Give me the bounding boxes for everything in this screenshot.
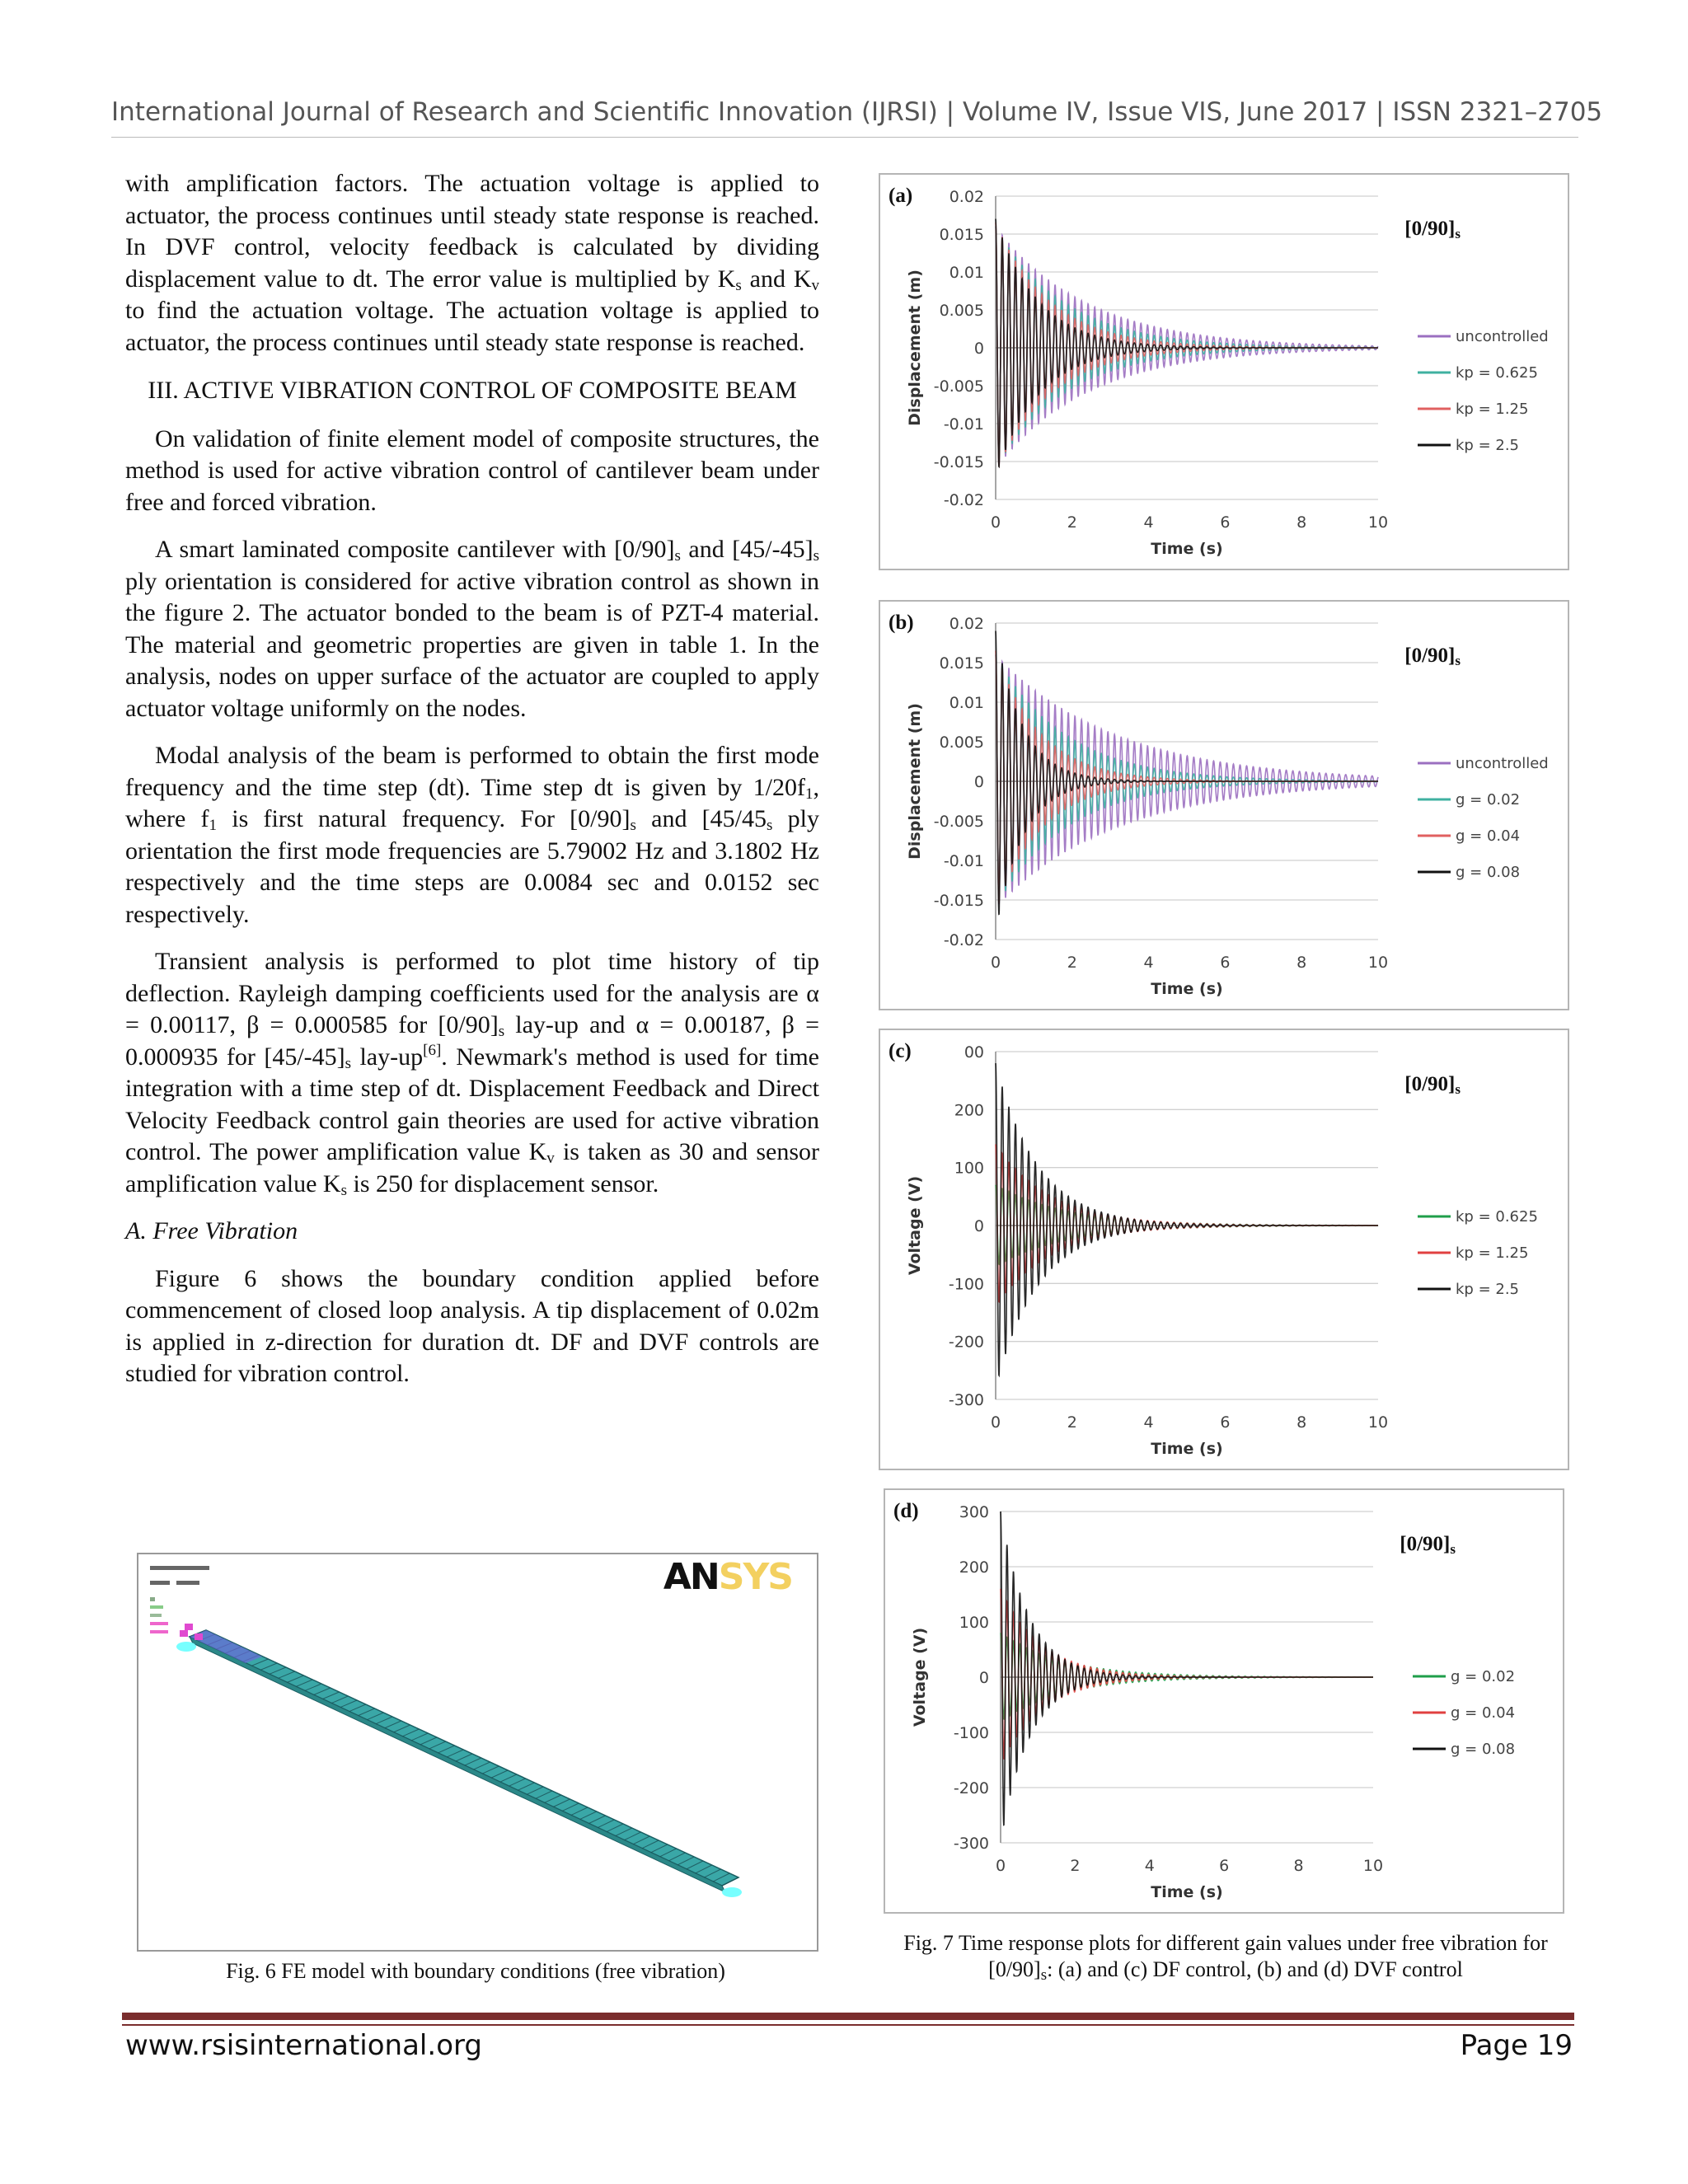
panel-letter: (a) [889, 185, 913, 207]
y-tick-label: 0.01 [949, 694, 984, 712]
subscript: s [1455, 1081, 1461, 1097]
y-axis-label: Voltage (V) [906, 1175, 924, 1276]
x-tick-label: 2 [1067, 513, 1077, 532]
legend-label: g = 0.02 [1456, 791, 1521, 808]
text: lay-up [351, 1043, 424, 1071]
text: is 250 for displacement sensor. [346, 1169, 659, 1197]
y-tick-label: -0.015 [933, 453, 984, 471]
legend-label: kp = 2.5 [1456, 1281, 1520, 1298]
fe-model-figure [137, 1553, 818, 1952]
text: . Newmark's method is used for time integration with a time step of dt. Displacement Feedback and Direct Velocity Feedback control gain theories are used for active vibration control. The power amplification value K [125, 1043, 819, 1165]
chart-panel-d [884, 1488, 1564, 1914]
x-tick-label: 10 [1367, 1413, 1389, 1432]
section-title: III. ACTIVE VIBRATION CONTROL OF COMPOSITE BEAM [148, 377, 797, 404]
text: [0/90] [1404, 218, 1456, 240]
y-tick-label: -300 [948, 1391, 984, 1409]
subscript: s [767, 817, 773, 834]
x-tick-label: 6 [1220, 1413, 1231, 1432]
text: : (a) and (c) DF control, (b) and (d) DVF control [1047, 1957, 1463, 1981]
text: ply orientation is considered for active vibration control as shown in the figure 2. The actuator bonded to the beam is of PZT-4 material. The material and geometric properties are given in table 1. In the analysis, nodes on upper surface of the actuator are coupled to apply actuator voltage uniformly on the nodes. [125, 567, 819, 722]
y-tick-label: 100 [959, 1614, 989, 1632]
subscript: s [1450, 1541, 1456, 1557]
text: [0/90] [1404, 644, 1456, 667]
panel-letter: (c) [889, 1040, 912, 1062]
text: and [45/-45] [680, 536, 814, 563]
y-axis-label: Voltage (V) [911, 1627, 929, 1727]
y-tick-label: 0.01 [949, 264, 984, 282]
y-tick-label: 0 [973, 773, 984, 791]
y-tick-label: 0 [978, 1669, 989, 1687]
footer-url: www.rsisinternational.org [125, 2029, 482, 2062]
x-axis-label: Time (s) [1151, 540, 1223, 558]
x-tick-label: 6 [1220, 513, 1231, 532]
x-tick-label: 0 [995, 1857, 1006, 1875]
subscript: v [546, 1150, 555, 1167]
paragraph-1 [125, 168, 819, 359]
y-tick-label: -200 [948, 1333, 984, 1352]
subscript: 1 [209, 817, 218, 834]
x-tick-label: 2 [1067, 1413, 1077, 1432]
y-tick-label: -100 [948, 1275, 984, 1294]
y-tick-label: 100 [954, 1159, 984, 1178]
citation: [6] [423, 1041, 442, 1059]
text: with amplification factors. The actuation voltage is applied to actuator, the process continues until steady state response is reached. In DVF control, velocity feedback is calculated by dividing displacement value to dt. The error value is multiplied by K [125, 170, 819, 293]
ply-orientation-label [1404, 218, 1461, 241]
x-tick-label: 4 [1144, 1857, 1155, 1875]
subscript: s [340, 1181, 347, 1199]
x-tick-label: 0 [990, 1413, 1001, 1432]
x-tick-label: 6 [1220, 954, 1231, 972]
text: , where f [125, 773, 819, 832]
legend-label: g = 0.08 [1456, 864, 1521, 881]
subscript: s [1455, 226, 1461, 241]
x-tick-label: 10 [1362, 1857, 1384, 1875]
y-tick-label: 0.02 [949, 188, 984, 206]
y-tick-label: -100 [953, 1724, 989, 1742]
x-tick-label: 6 [1219, 1857, 1230, 1875]
x-tick-label: 8 [1293, 1857, 1304, 1875]
legend-label: uncontrolled [1456, 328, 1549, 345]
chart-panel-b [879, 600, 1569, 1010]
subscript: s [345, 1054, 352, 1072]
text: lay-up and α = 0.00187, β = 0.000935 for [45/-45] [125, 1011, 819, 1071]
y-tick-label: 00 [964, 1043, 984, 1062]
y-axis-label: Displacement (m) [906, 269, 924, 426]
x-tick-label: 10 [1367, 954, 1389, 972]
y-tick-label: 0.005 [939, 733, 984, 752]
beam-mesh [176, 1624, 742, 1897]
legend-label: kp = 0.625 [1456, 1208, 1538, 1226]
paragraph-4 [125, 740, 819, 930]
text: to find the actuation voltage. The actuation voltage is applied to actuator, the process continues until steady state response is reached. [125, 297, 819, 356]
x-tick-label: 8 [1296, 954, 1307, 972]
paragraph-3 [125, 534, 819, 724]
subscript: s [674, 547, 681, 565]
legend-label: kp = 2.5 [1456, 437, 1520, 454]
text: A smart laminated composite cantilever with [0/90] [155, 536, 675, 563]
x-tick-label: 2 [1067, 954, 1077, 972]
x-axis-label: Time (s) [1151, 1440, 1223, 1458]
legend-label: g = 0.04 [1456, 827, 1521, 845]
y-tick-label: -0.02 [943, 491, 984, 509]
legend-label: kp = 0.625 [1456, 364, 1538, 382]
ply-orientation-label [1404, 644, 1461, 668]
text: Transient analysis is performed to plot time history of tip deflection. Rayleigh damping coefficients used for the analysis are α = 0.00117, β = 0.000585 for [0/90] [125, 948, 819, 1038]
text: Modal analysis of the beam is performed to obtain the first mode frequency and the time step (dt). Time step dt is given by 1/20f [125, 742, 819, 801]
legend-label: g = 0.04 [1451, 1704, 1516, 1722]
chart-panel-c [879, 1029, 1569, 1470]
subscript: s [498, 1023, 505, 1040]
legend-label: kp = 1.25 [1456, 401, 1529, 418]
text: and [45/45 [635, 805, 767, 832]
legend-label: g = 0.02 [1451, 1668, 1516, 1685]
x-tick-label: 0 [990, 954, 1001, 972]
y-tick-label: 0.015 [939, 226, 984, 244]
y-tick-label: 0.005 [939, 302, 984, 320]
y-tick-label: 0 [973, 340, 984, 358]
text: and K [741, 265, 812, 293]
subscript: s [813, 547, 819, 565]
panel-letter: (b) [889, 612, 914, 634]
x-tick-label: 4 [1143, 1413, 1154, 1432]
text: ply orientation the first mode frequencies are 5.79002 Hz and 3.1802 Hz respectively and the time steps are 0.0084 sec and 0.0152 sec respectively. [125, 805, 819, 928]
legend-label: uncontrolled [1456, 755, 1549, 772]
chart-panel-a [879, 173, 1569, 570]
ply-orientation-label [1400, 1533, 1456, 1556]
y-tick-label: -0.015 [933, 892, 984, 910]
footer-rule [122, 2013, 1574, 2020]
paragraph-5 [125, 946, 819, 1200]
x-tick-label: 8 [1296, 1413, 1307, 1432]
x-axis-label: Time (s) [1151, 980, 1223, 998]
left-column [125, 168, 819, 1406]
ply-orientation-label [1404, 1073, 1461, 1096]
page-number: Page 19 [1460, 2029, 1573, 2062]
x-tick-label: 0 [990, 513, 1001, 532]
subsection-title: A. Free Vibration [125, 1217, 298, 1244]
subscript: s [735, 276, 742, 294]
y-tick-label: 0.015 [939, 654, 984, 673]
x-axis-label: Time (s) [1151, 1883, 1223, 1901]
panel-letter: (d) [893, 1500, 919, 1522]
subscript: v [811, 276, 820, 294]
series-line [1001, 1511, 1373, 1825]
y-axis-label: Displacement (m) [906, 703, 924, 860]
chart-svg [880, 1030, 1568, 1469]
x-tick-label: 2 [1070, 1857, 1081, 1875]
fig6-caption: Fig. 6 FE model with boundary conditions (free vibration) [226, 1959, 725, 1983]
y-tick-label: -0.005 [933, 813, 984, 831]
subscript: s [630, 817, 636, 834]
y-tick-label: -0.005 [933, 377, 984, 396]
x-tick-label: 10 [1367, 513, 1389, 532]
x-tick-label: 4 [1143, 513, 1154, 532]
y-tick-label: 0.02 [949, 615, 984, 633]
chart-svg [885, 1490, 1563, 1912]
x-tick-label: 4 [1143, 954, 1154, 972]
y-tick-label: -0.02 [943, 931, 984, 949]
y-tick-label: 300 [959, 1503, 989, 1521]
legend-label: kp = 1.25 [1456, 1244, 1529, 1262]
fig7-caption [875, 1930, 1576, 1983]
subscript: s [1040, 1966, 1048, 1984]
y-tick-label: -300 [953, 1835, 989, 1853]
chart-svg [880, 175, 1568, 569]
text: Fig. 7 Time response plots for different gain values under free vibration for [0/90] [903, 1931, 1548, 1981]
chart-svg [880, 602, 1568, 1009]
paragraph-6: Figure 6 shows the boundary condition applied before commencement of closed loop analysis. A tip displacement of 0.02m is applied in z-direction for duration dt. DF and DVF controls are studied for vibration control. [125, 1264, 819, 1387]
footer-rule-thin [122, 2024, 1574, 2026]
text: [0/90] [1404, 1073, 1456, 1095]
y-tick-label: 200 [959, 1558, 989, 1577]
text: is taken as 30 and sensor amplification value K [125, 1138, 820, 1197]
y-tick-label: -0.01 [943, 852, 984, 870]
ansys-logo: ANSYS [663, 1556, 792, 1598]
header-rule [111, 137, 1578, 138]
y-tick-label: -0.01 [943, 415, 984, 434]
paragraph-2: On validation of finite element model of composite structures, the method is used for active vibration control of cantilever beam under free and forced vibration. [125, 424, 819, 516]
subscript: 1 [805, 785, 814, 803]
subscript: s [1455, 653, 1461, 668]
y-tick-label: 0 [973, 1217, 984, 1235]
fe-legend [150, 1566, 209, 1633]
text: [0/90] [1400, 1533, 1451, 1555]
legend-label: g = 0.08 [1451, 1741, 1516, 1758]
y-tick-label: 200 [954, 1101, 984, 1120]
journal-header: International Journal of Research and Scientific Innovation (IJRSI) | Volume IV, Issue VIS, June 2017 | ISSN 2321–2705 [111, 97, 1603, 127]
y-tick-label: -200 [953, 1779, 989, 1797]
fe-model-drawing [138, 1554, 817, 1950]
x-tick-label: 8 [1296, 513, 1307, 532]
text: is first natural frequency. For [0/90] [217, 805, 631, 832]
